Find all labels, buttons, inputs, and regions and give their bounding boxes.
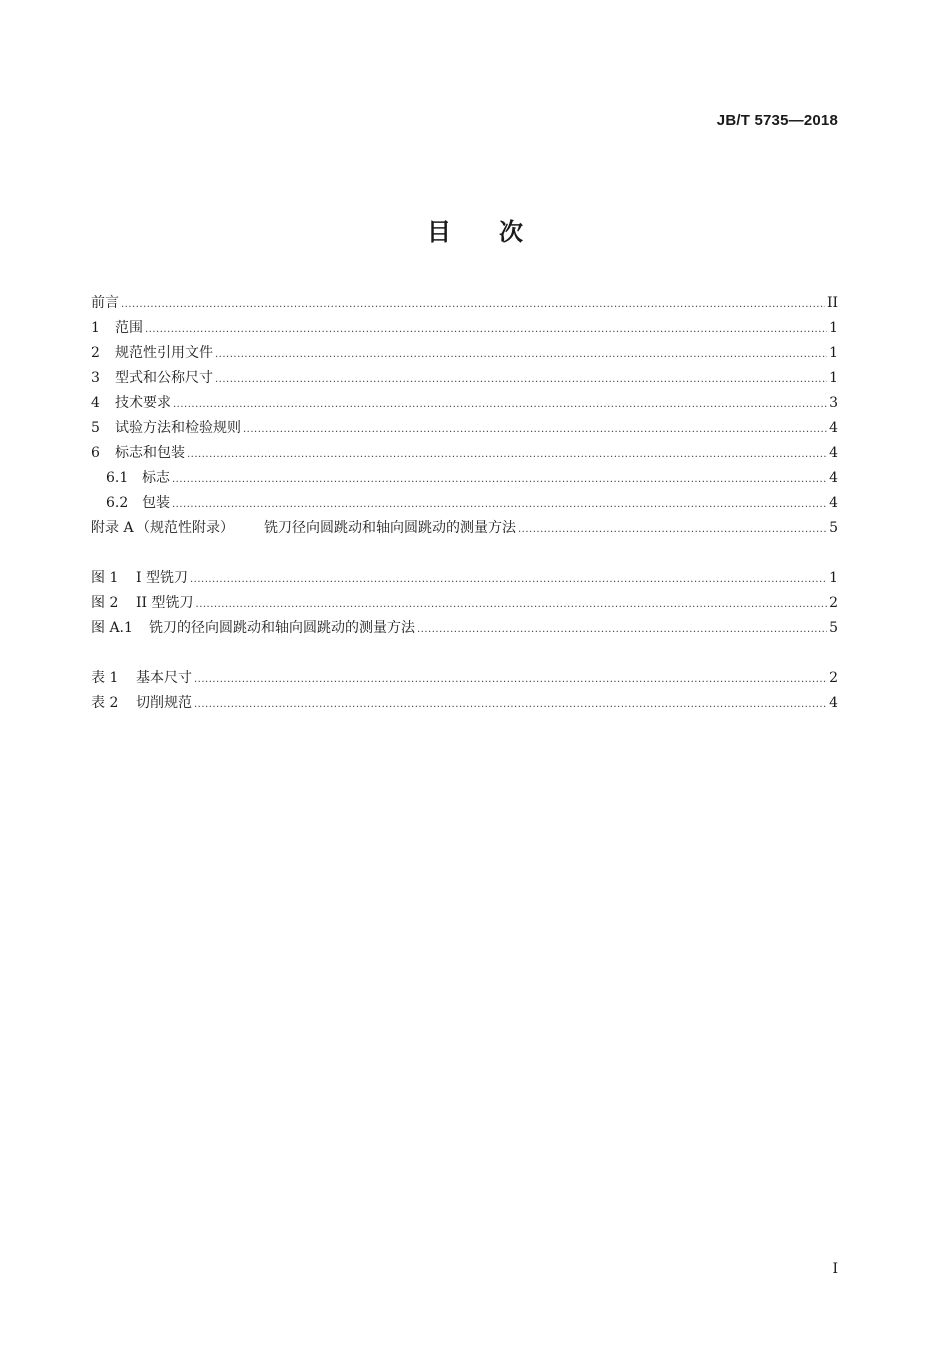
toc-entry-number: 图 A.1 <box>91 620 133 636</box>
toc-leader-dots <box>215 342 827 367</box>
toc-entry-label: II 型铣刀 <box>136 595 194 611</box>
toc-entry-number: 图 2 <box>91 595 119 611</box>
toc-entry-test-methods[interactable] <box>91 416 838 441</box>
toc-entry-page: 1 <box>829 570 838 586</box>
toc-entry-page: 4 <box>829 445 838 461</box>
toc-entry-page: 5 <box>829 520 838 536</box>
toc-entry-number: 4 <box>91 395 100 411</box>
toc-leader-dots <box>194 692 827 717</box>
toc-leader-dots <box>243 417 827 442</box>
toc-entry-figure-1[interactable] <box>91 566 838 591</box>
toc-entry-page: 3 <box>829 395 838 411</box>
toc-entry-page: 4 <box>829 420 838 436</box>
toc-entry-figure-a1[interactable] <box>91 616 838 641</box>
toc-entry-page: II <box>826 295 838 311</box>
toc-entry-note: （规范性附录） <box>136 520 234 536</box>
toc-entry-packaging[interactable] <box>91 491 838 516</box>
toc-tables <box>91 666 838 716</box>
toc-entry-label: 前言 <box>91 295 119 311</box>
toc-entry-number: 表 2 <box>91 695 119 711</box>
toc-leader-dots <box>172 467 827 492</box>
toc-entry-number: 附录 A <box>91 520 134 536</box>
toc-leader-dots <box>417 617 827 642</box>
toc-entry-label: 试验方法和检验规则 <box>115 420 241 436</box>
toc-entry-label: 范围 <box>115 320 143 336</box>
standard-code: JB/T 5735—2018 <box>716 112 838 129</box>
toc-entry-label: 规范性引用文件 <box>115 345 213 361</box>
toc-entry-label: 型式和公称尺寸 <box>115 370 213 386</box>
toc-entry-number: 6.2 <box>106 495 129 511</box>
toc-entry-number: 2 <box>91 345 100 361</box>
toc-entry-foreword[interactable] <box>91 291 838 316</box>
toc-entry-number: 3 <box>91 370 100 386</box>
toc-entry-page: 4 <box>829 695 838 711</box>
toc-entry-table-2[interactable] <box>91 691 838 716</box>
toc-entry-label: 标志 <box>142 470 170 486</box>
toc-entry-number: 5 <box>91 420 100 436</box>
table-of-contents <box>91 291 838 716</box>
toc-leader-dots <box>196 592 828 617</box>
toc-entry-technical-requirements[interactable] <box>91 391 838 416</box>
toc-entry-table-1[interactable] <box>91 666 838 691</box>
toc-entry-page: 2 <box>829 670 838 686</box>
toc-entry-label: 技术要求 <box>115 395 171 411</box>
toc-entry-marking-packaging[interactable] <box>91 441 838 466</box>
toc-entry-page: 4 <box>829 495 838 511</box>
toc-entry-number: 6 <box>91 445 100 461</box>
toc-entry-number: 图 1 <box>91 570 119 586</box>
toc-entry-page: 1 <box>829 345 838 361</box>
toc-leader-dots <box>145 317 827 342</box>
toc-entry-label: 基本尺寸 <box>136 670 192 686</box>
toc-entry-number: 6.1 <box>106 470 129 486</box>
toc-entry-label: 标志和包装 <box>115 445 185 461</box>
toc-leader-dots <box>172 492 827 517</box>
toc-leader-dots <box>190 567 827 592</box>
toc-entry-scope[interactable] <box>91 316 838 341</box>
toc-leader-dots <box>173 392 827 417</box>
toc-entry-label: 切削规范 <box>136 695 192 711</box>
toc-entry-figure-2[interactable] <box>91 591 838 616</box>
toc-entry-page: 1 <box>829 320 838 336</box>
toc-entry-label: I 型铣刀 <box>136 570 188 586</box>
toc-entry-number: 表 1 <box>91 670 119 686</box>
toc-entry-label: 铣刀的径向圆跳动和轴向圆跳动的测量方法 <box>149 620 415 636</box>
toc-entry-number: 1 <box>91 320 100 336</box>
toc-leader-dots <box>187 442 827 467</box>
page-number: I <box>832 1261 838 1277</box>
toc-leader-dots <box>518 517 827 542</box>
toc-entry-label: 包装 <box>142 495 170 511</box>
toc-leader-dots <box>121 292 825 317</box>
toc-entry-page: 5 <box>829 620 838 636</box>
toc-entry-page: 2 <box>829 595 838 611</box>
toc-entry-page: 4 <box>829 470 838 486</box>
toc-sections <box>91 291 838 541</box>
toc-entry-types-dimensions[interactable] <box>91 366 838 391</box>
toc-entry-appendix-a[interactable] <box>91 516 838 541</box>
toc-figures <box>91 566 838 641</box>
toc-leader-dots <box>194 667 827 692</box>
toc-entry-normative-references[interactable] <box>91 341 838 366</box>
page-title: 目次 <box>427 218 571 246</box>
toc-entry-label: 铣刀径向圆跳动和轴向圆跳动的测量方法 <box>264 520 516 536</box>
toc-entry-marking[interactable] <box>91 466 838 491</box>
toc-leader-dots <box>215 367 827 392</box>
toc-entry-page: 1 <box>829 370 838 386</box>
